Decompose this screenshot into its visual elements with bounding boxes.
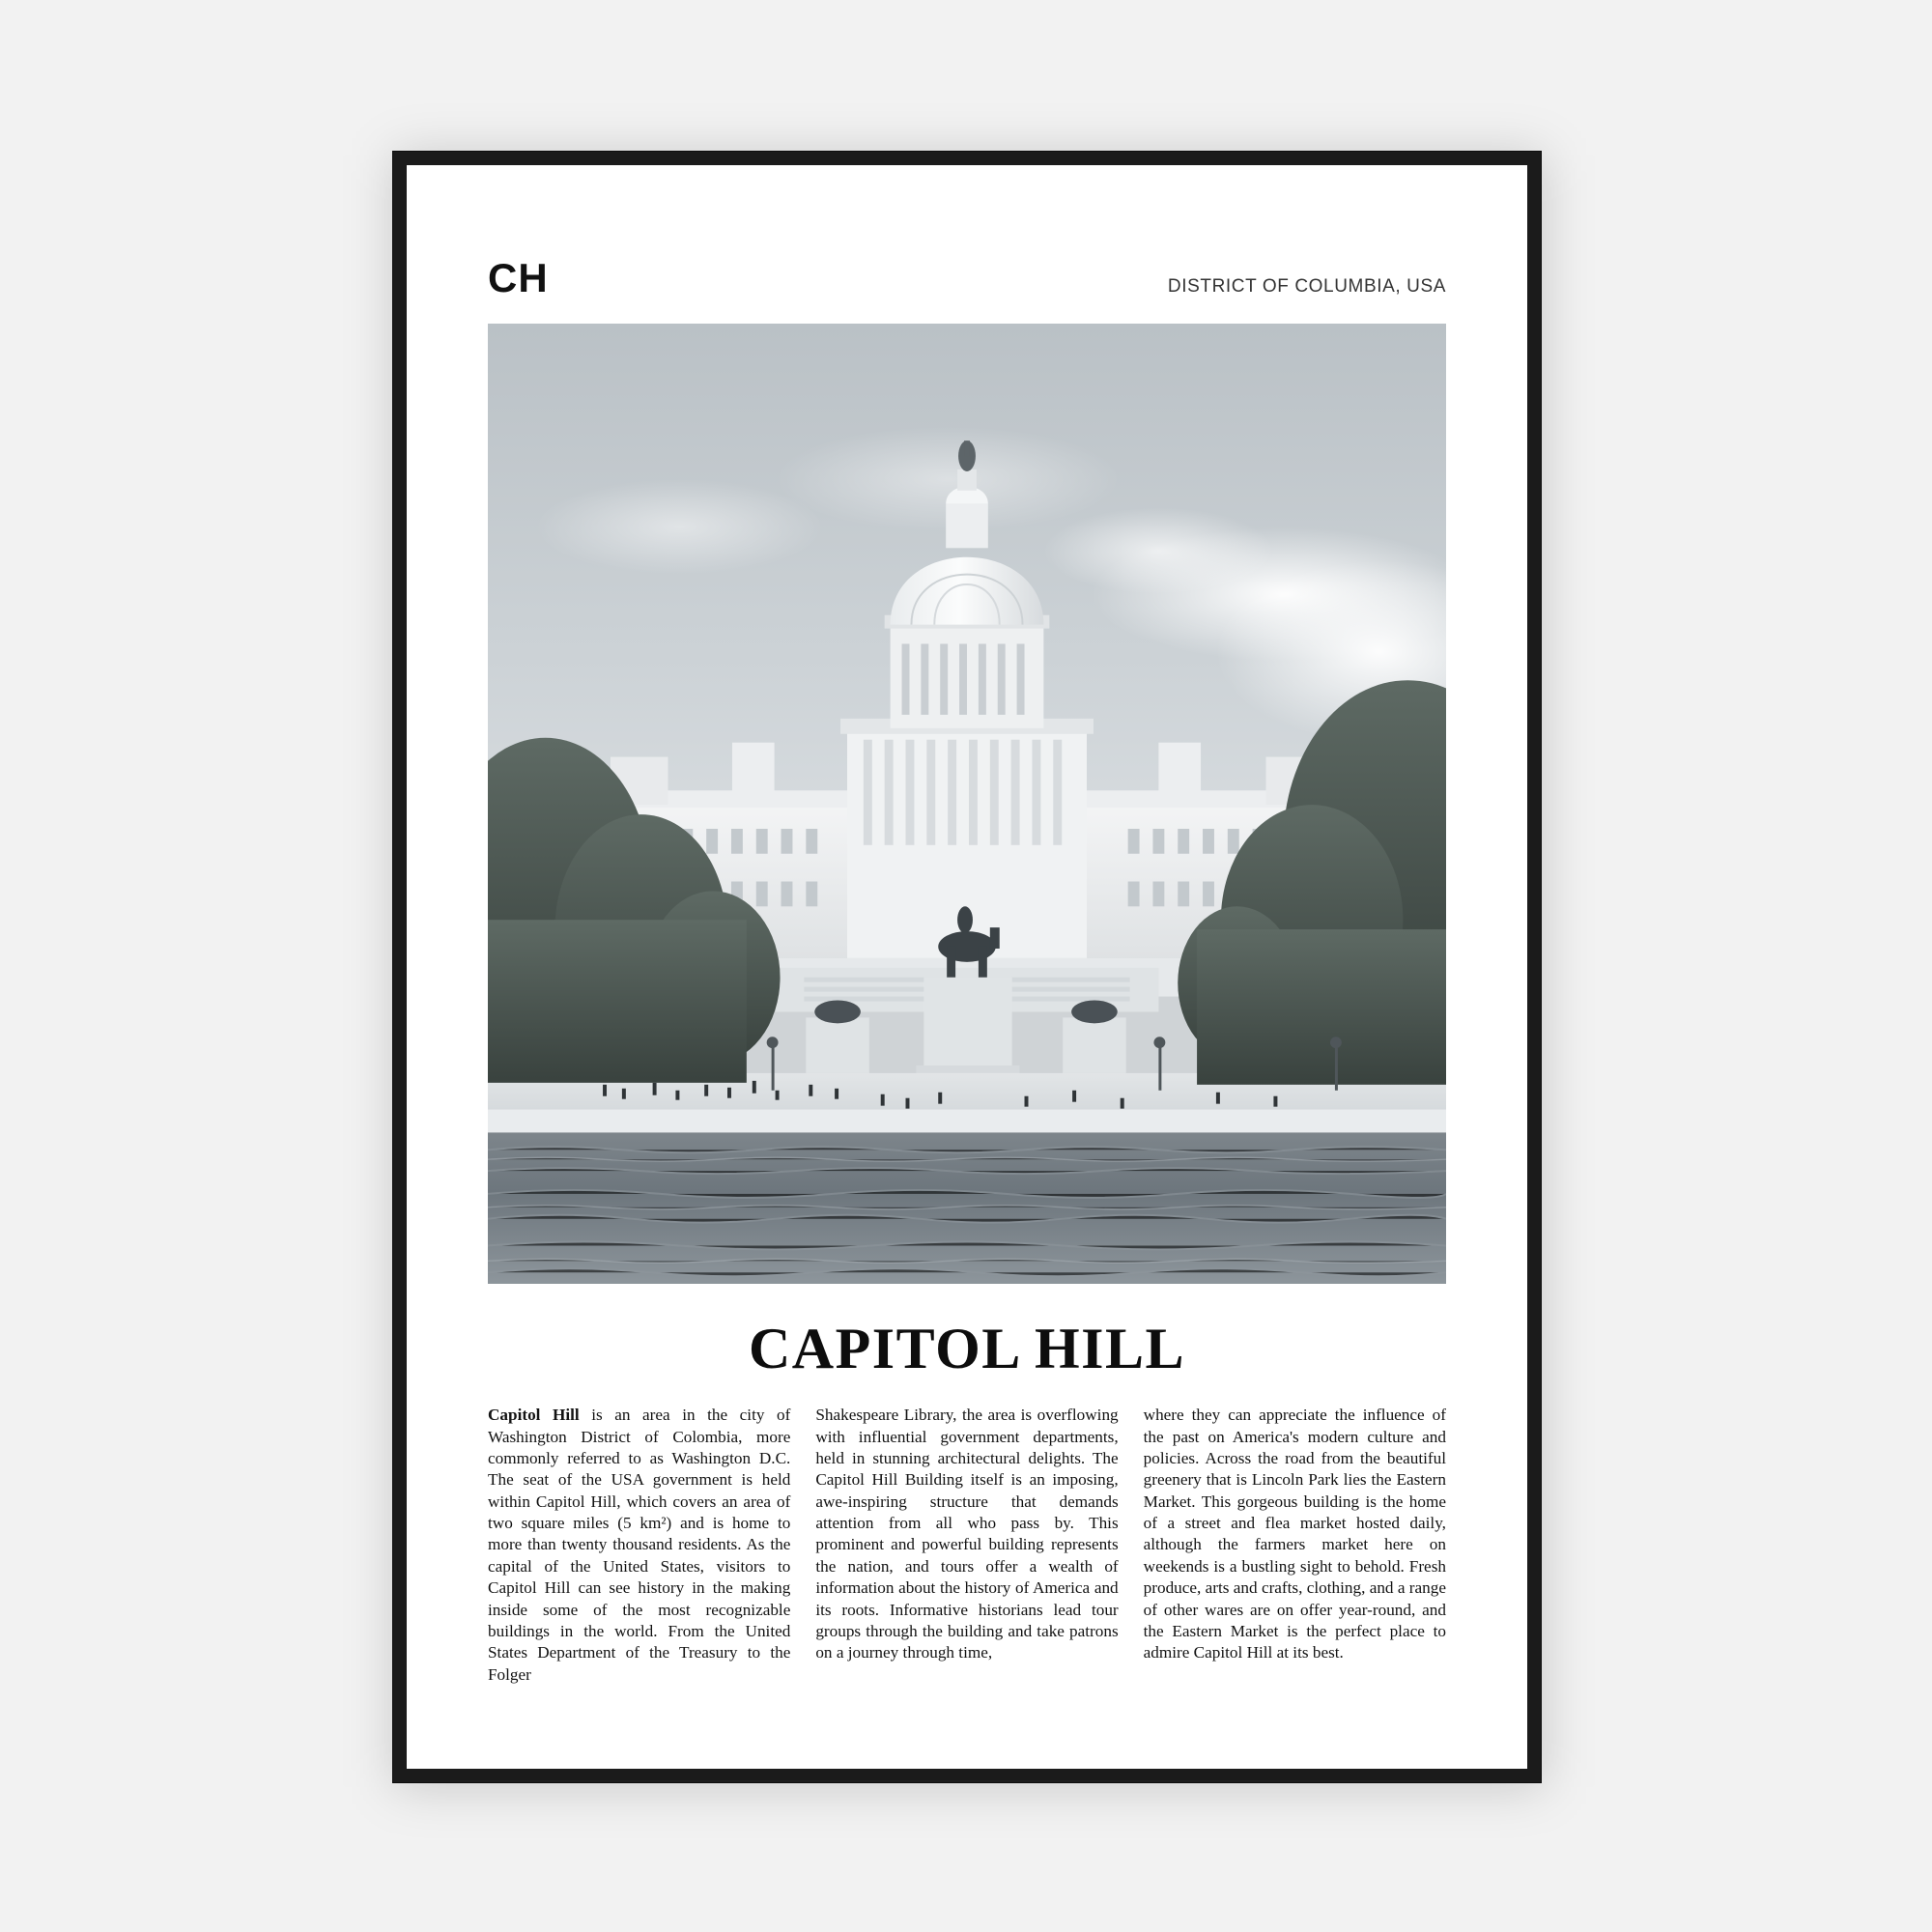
poster-header <box>488 255 1446 300</box>
lede-place-name: Capitol Hill <box>488 1406 580 1425</box>
body-column-3-text: where they can appreciate the influence of the past on America's modern culture and policies. Across the road from the beautiful greenery that is Lincoln Park lies the Eastern Market. This gorgeous building is the home of a street and flea market hosted daily, although the farmers market here on weekends is a bustling sight to behold. Fresh produce, arts and crafts, clothing, and a range of other wares are on offer year-round, and the Eastern Market is the perfect place to admire Capitol Hill at its best. <box>1143 1406 1446 1662</box>
poster-photo <box>488 324 1446 1284</box>
body-column-2-text: Shakespeare Library, the area is overflowing with influential government departments, held in stunning architectural delights. The Capitol Hill Building itself is an imposing, awe-inspiring structure that demands attention from all who pass by. This prominent and powerful building represents the nation, and tours offer a wealth of information about the history of America and its roots. Informative historians lead tour groups through the building and take patrons on a journey through time, <box>815 1406 1119 1662</box>
poster-body-text <box>488 1405 1446 1686</box>
body-column-2 <box>815 1405 1118 1686</box>
monogram-initials: CH <box>488 255 549 300</box>
body-column-3 <box>1144 1405 1446 1686</box>
capitol-building-photo-illustration <box>488 324 1446 1284</box>
frame-mat-bevel <box>407 165 1527 1769</box>
picture-frame <box>392 151 1542 1783</box>
body-column-1-text: is an area in the city of Washington District of Colombia, more commonly referred to as Washington D.C. The seat of the USA government is held within Capitol Hill, which covers an area of two square miles (5 km²) and is home to more than twenty thousand residents. As the capital of the United States, visitors to Capitol Hill can see history in the making inside some of the most recognizable buildings in the world. From the United States Department of the Treasury to the Folger <box>488 1406 791 1684</box>
body-column-1 <box>488 1405 790 1686</box>
poster <box>407 165 1527 1769</box>
page-title: CAPITOL HILL <box>748 1317 1186 1381</box>
region-label: DISTRICT OF COLUMBIA, USA <box>1167 276 1446 297</box>
